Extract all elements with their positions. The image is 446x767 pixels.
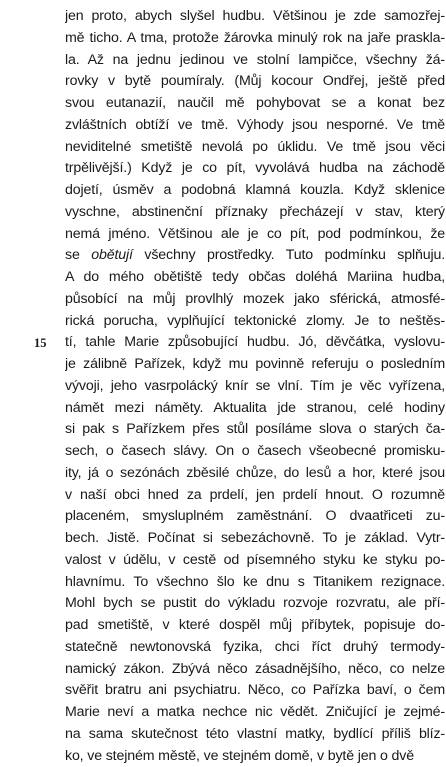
text-line: rická porucha, vyplňující tektonické zlomy. Je to neštěs- — [65, 311, 445, 333]
text-line: bech. Jistě. Počínat si sebezáchovně. To je základ. Vytr- — [65, 528, 445, 550]
emphasized-word: obětují — [91, 247, 133, 263]
text-line: mě ticho. A tma, protože žárovka minulý rok na jaře praskla- — [65, 28, 445, 50]
text-line: Marie neví a matka nechce nic vědět. Zničující je zejmé- — [65, 702, 445, 724]
text-line: hlavnímu. To všechno šlo ke dnu s Titanikem rezignace. — [65, 572, 445, 594]
text-line: nemá jméno. Většinou ale je co pít, pod podmínkou, že — [65, 224, 445, 246]
text-line: je zálibně Pařízek, když mu povinně referuju o posledním — [65, 354, 445, 376]
text-line: svou eutanazií, naučil mě pohybovat se a konat bez — [65, 93, 445, 115]
text-line: dojetí, úsměv a podobná klamná kouzla. Když sklenice — [65, 180, 445, 202]
text-line: ity, já o sezónách zběsilé chůze, do lesů a hor, které jsou — [65, 463, 445, 485]
text-line: vyschne, abstinenční příznaky přecházejí v stav, který — [65, 202, 445, 224]
text-line: ko, ve stejném městě, ve stejném domě, v bytě jen o dvě — [65, 746, 445, 767]
text-line: zvláštních obtíží ve tmě. Výhody jsou nesporné. Ve tmě — [65, 115, 445, 137]
text-line: Mohl bych se pustit do výkladu rozvoje rozvratu, ale pří- — [65, 593, 445, 615]
text-line: svěřit bratru ani psychiatru. Něco, co Pařízka baví, o čem — [65, 680, 445, 702]
text-line: sech, o časech slávy. On o časech všeobecné promisku- — [65, 441, 445, 463]
text-line: na sama skutečnost této vlastní matky, bydlící příliš blíz- — [65, 724, 445, 746]
text-line: námět mezi náměty. Aktualita jde stranou, celé hodiny — [65, 398, 445, 420]
text-line: vývoji, jeho vasrpolácký knír se vlní. Tím je věc vyřízena, — [65, 376, 445, 398]
text-line: neviditelné smetiště nevolá po úklidu. Ve tmě jsou věci — [65, 137, 445, 159]
text-line: se obětují všechny prostředky. Tuto podmínku splňuju. — [65, 245, 445, 267]
line-number: 15 — [34, 335, 47, 351]
text-line: rovky v bytě poumíraly. (Můj kocour Ondřej, ještě před — [65, 71, 445, 93]
body-text — [65, 6, 445, 767]
text-line: statečně newtonovská fyzika, chci říct druhý termody- — [65, 637, 445, 659]
text-line: jen proto, abych slyšel hudbu. Většinou je zde samozřej- — [65, 6, 445, 28]
text-line: A do mého obětiště tedy občas doléhá Mariina hudba, — [65, 267, 445, 289]
text-line: působící na můj provlhlý mozek jako sférická, atmosfé- — [65, 289, 445, 311]
text-line: valost v údělu, v cestě od písemného styku ke styku po- — [65, 550, 445, 572]
text-line: trpělivější.) Když je co pít, vyvolává hudba na záchodě — [65, 158, 445, 180]
text-line: namický zákon. Zbývá něco zásadnějšího, něco, co nelze — [65, 659, 445, 681]
text-line: placeném, smysluplném zaměstnání. O dvaatřiceti zu- — [65, 506, 445, 528]
text-line: si pak s Pařízkem přes stůl posíláme slova o starých ča- — [65, 419, 445, 441]
text-line: la. Až na jednu jedinou ve stolní lampičce, všechny žá- — [65, 50, 445, 72]
text-line: pad smetiště, v které dospěl můj příbytek, popisuje do- — [65, 615, 445, 637]
text-line: v naší obci hned za prdelí, jen prdelí hnout. O rozumně — [65, 485, 445, 507]
text-line: tí, tahle Marie způsobující hudbu. Jó, děvčátka, vyslovu- — [65, 332, 445, 354]
